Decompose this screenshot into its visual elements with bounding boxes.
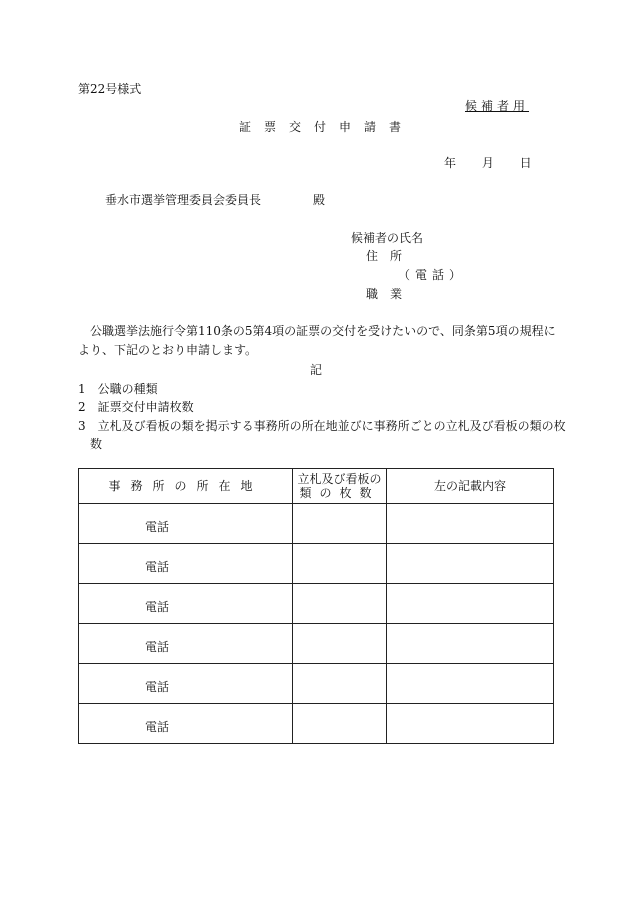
sign-count-cell xyxy=(293,704,387,744)
office-location-cell: 電話 xyxy=(79,544,293,584)
table-header-row xyxy=(79,469,554,504)
header-contents: 左の記載内容 xyxy=(387,469,554,504)
addressee: 垂水市選挙管理委員会委員長 xyxy=(105,193,262,207)
candidate-occupation-label: 職業 xyxy=(366,287,415,301)
contents-cell xyxy=(387,504,554,544)
candidate-name-label: 候補者の氏名 xyxy=(351,231,424,245)
sign-count-cell xyxy=(293,584,387,624)
office-location-cell: 電話 xyxy=(79,704,293,744)
contents-cell xyxy=(387,624,554,664)
ki-heading: 記 xyxy=(310,363,323,377)
document-title: 証票交付申請書 xyxy=(239,120,415,134)
office-location-cell: 電話 xyxy=(79,624,293,664)
application-body-text: 公職選挙法施行令第110条の5第4項の証票の交付を受けたいので、同条第5項の規程により、下記のとおり申請します。 xyxy=(78,324,556,357)
candidate-address-label: 住所 xyxy=(366,249,415,263)
contents-cell xyxy=(387,544,554,584)
offices-table xyxy=(78,468,554,744)
table-row xyxy=(79,664,554,704)
item-office-locations: 3 立札及び看板の類を掲示する事務所の所在地並びに事務所ごとの立札及び看板の類の枚数 xyxy=(78,419,566,451)
item-office-type: 1 公職の種類 xyxy=(78,382,158,396)
sign-count-cell xyxy=(293,544,387,584)
sign-count-cell xyxy=(293,504,387,544)
table-row xyxy=(79,704,554,744)
table-row xyxy=(79,504,554,544)
honorific: 殿 xyxy=(313,193,326,207)
candidate-phone-label: （電話） xyxy=(398,268,467,282)
header-office-location: 事務所の所在地 xyxy=(79,469,293,504)
office-location-cell: 電話 xyxy=(79,584,293,624)
office-location-cell: 電話 xyxy=(79,504,293,544)
table-row xyxy=(79,584,554,624)
header-sign-count: 立札及び看板の 類の枚数 xyxy=(293,469,387,504)
office-location-cell: 電話 xyxy=(79,664,293,704)
form-number: 第22号様式 xyxy=(78,82,142,96)
table-row xyxy=(79,544,554,584)
contents-cell xyxy=(387,664,554,704)
sign-count-cell xyxy=(293,624,387,664)
date-line: 年 月 日 xyxy=(444,156,532,170)
item-request-count: 2 証票交付申請枚数 xyxy=(78,400,194,414)
contents-cell xyxy=(387,584,554,624)
candidate-use-label: 候補者用 xyxy=(465,99,530,113)
sign-count-cell xyxy=(293,664,387,704)
contents-cell xyxy=(387,704,554,744)
table-row xyxy=(79,624,554,664)
